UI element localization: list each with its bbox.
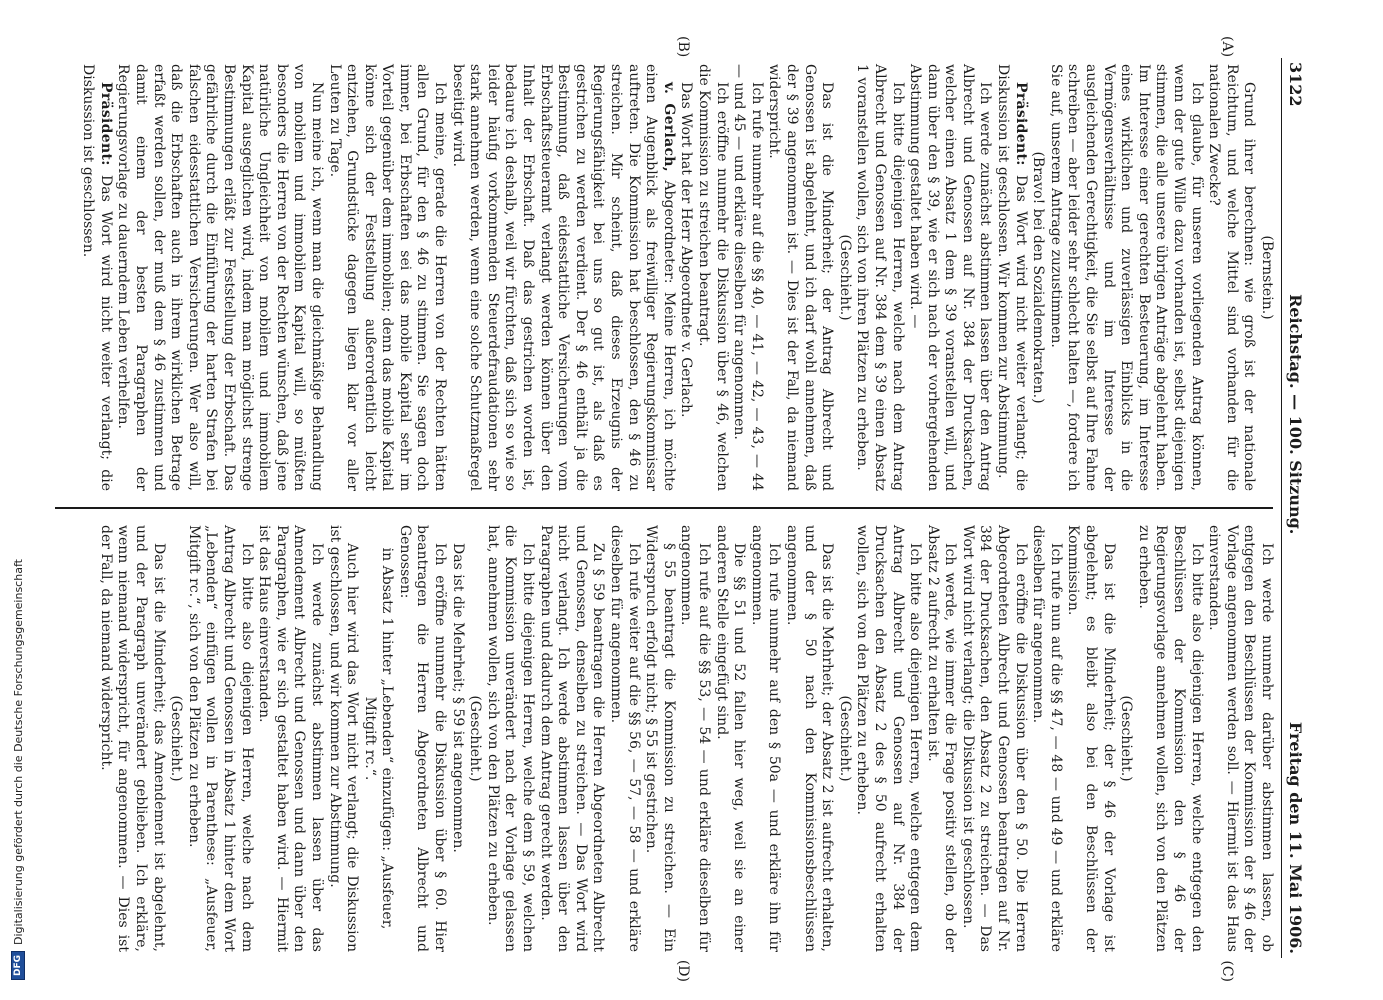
body-paragraph: Ich eröffne nunmehr die Diskussion über § 46, welchen die Kommission zu streichen beantragt. [696, 64, 730, 491]
body-paragraph: Das Wort hat der Herr Abgeordnete v. Gerlach. [678, 82, 695, 418]
margin-marker-a: (A) [1219, 36, 1235, 58]
body-paragraph: Ich rufe weiter auf die §§ 56, — 57, — 58 — und erkläre dieselben für angenommen. [608, 525, 642, 952]
body-paragraph: Ich eröffne nunmehr die Diskussion über § 60. Hier beantragen die Herren Abgeordneten Albrecht und Genossen: [396, 525, 449, 952]
body-paragraph: Zu § 59 beantragen die Herren Abgeordneten Albrecht und Genossen, denselben zu streichen. — Das Wort wird nicht verlangt. Ich werde abstimmen lassen über den Paragraphen und dadurch dem Antrag gerecht werden. [537, 525, 607, 952]
stage-direction: (Geschieht.) [467, 695, 484, 782]
body-paragraph: Ich meine, gerade die Herren von der Rechten hätten allen Grund, für den § 46 zu stimmen. Sie sagen doch immer, bei Erbschaften sei das mobile Kapital sehr im Vorteil gegenüber dem immobilen; denn das mobile Kapital könne sich der Feststellung außerordentlich leicht entziehen, Grundstücke dagegen liegen klar vor aller Leuten zu Tage. [326, 64, 449, 491]
footer-strip [0, 0, 25, 1000]
page-number: 3122 [1285, 62, 1305, 107]
body-paragraph: Ich bitte diejenigen Herren, welche nach dem Antrag Albrecht und Genossen auf Nr. 384 dem § 39 einen Absatz 1 voranstellen wollen, sich von ihren Plätzen zu erheben. [854, 64, 906, 491]
stage-direction: (Geschieht.) [836, 234, 853, 321]
body-paragraph: Ich bitte also diejenigen Herren, welche entgegen dem Antrag Albrecht und Genossen auf Nr. 384 der Drucksachen den Absatz 2 des § 50 aufrecht erhalten wollen, sich von den Plätzen zu erheben. [854, 525, 924, 952]
body-paragraph: Das ist die Mehrheit; der Absatz 2 ist aufrecht erhalten, und der § 50 nach den Kommissionsbeschlüssen angenommen. [783, 525, 836, 952]
body-paragraph: § 55 beantragt die Kommission zu streichen. — Ein Widerspruch erfolgt nicht; § 55 ist gestrichen. [643, 525, 677, 952]
body-paragraph: Ich rufe auf die §§ 53, — 54 — und erkläre dieselben für angenommen. [678, 525, 712, 952]
speaker-name: Präsident: [97, 82, 114, 166]
stage-direction: (Bravo! bei den Sozialdemokraten.) [1030, 151, 1047, 404]
body-paragraph: Ich rufe nun auf die §§ 47, — 48 — und 49 — und erkläre dieselben für angenommen. [1030, 525, 1064, 952]
body-paragraph: Ich rufe nunmehr auf den § 50a — und erkläre ihn für angenommen. [748, 525, 783, 952]
body-paragraph: Ich werde zunächst abstimmen lassen über den Antrag Albrecht und Genossen auf Nr. 384 der Drucksachen, welcher einen Absatz 1 dem § 39 voranstellen will, und dann über den § 39, wie er sich nach der vorhergehenden Abstimmung gestaltet haben wird. — [907, 64, 994, 491]
stage-direction: in Absatz 1 hinter „Lebenden“ einzufügen: „Ausfeuer, Mitgift rc.“. [361, 547, 396, 930]
body-paragraph: Das ist die Minderheit; der Antrag Albrecht und Genossen ist abgelehnt, und ich darf wohl annehmen, daß der § 39 angenommen ist. — Dies ist der Fall, da niemand widerspricht. [766, 64, 836, 491]
right-column [55, 509, 1275, 958]
session-title: Reichstag. — 100. Sitzung. [1285, 294, 1305, 535]
speech-text: Das Wort wird nicht weiter verlangt; die Diskussion ist geschlossen. [80, 64, 114, 491]
body-paragraph: Auch hier wird das Wort nicht verlangt; die Diskussion ist geschlossen, und wir kommen zur Abstimmung. [326, 525, 361, 952]
footer [11, 0, 25, 980]
speaker-name: Präsident: [1012, 82, 1029, 166]
body-paragraph: Das ist die Mehrheit; § 59 ist angenommen. [449, 543, 466, 853]
speech-paragraph [79, 64, 114, 491]
body-paragraph: Ich rufe nunmehr auf die §§ 40, — 41, — 42, — 43, — 44 — und 45 — und erkläre dieselben für angenommen. [731, 64, 765, 491]
margin-marker-d: (D) [675, 959, 691, 982]
body-paragraph: Nun meine ich, wenn man die gleichmäßige Behandlung von mobilem und immobilem Kapital will, so müßten besonders die Herren von der Rechten wünschen, daß jene natürliche Ungleichheit von mobilem und immobilem Kapital ausgeglichen wird, indem man möglichst strenge Bestimmungen erläßt zur Feststellung der Erbschaft. Das gefährliche durch die Einführung der harten Strafen bei falschen eidesstattlichen Versicherungen. Wer also will, daß die Erbschaften auch in ihrem wirklichen Betrage erfaßt werden sollen, der muß dem § 46 zustimmen und damit einem der besten Paragraphen der Regierungsvorlage zu dauerndem Leben verhelfen. [115, 64, 325, 491]
stage-direction: (Geschieht.) [1118, 695, 1135, 782]
dfg-logo: DFG [11, 951, 25, 980]
footer-credit: Digitalisierung gefördert durch die Deutsche Forschungsgemeinschaft [11, 559, 25, 945]
body-paragraph: Die §§ 51 und 52 fallen hier weg, weil sie an einer anderen Stelle eingefügt sind. [713, 525, 748, 952]
body-paragraph: Ich werde zunächst abstimmen lassen über das Amendement Albrecht und Genossen und dann über den Paragraphen, wie er sich gestaltet haben wird. — Hiermit ist das Haus einverstanden. [256, 525, 325, 952]
speech-text: Das Wort wird nicht weiter verlangt; die Diskussion ist geschlossen. Wir kommen zur Abstimmung. [995, 64, 1029, 491]
text-columns [55, 36, 1281, 982]
body-paragraph: Das ist die Minderheit; der § 46 der Vorlage ist abgelehnt; es bleibt also bei den Beschlüssen der Kommission. [1065, 525, 1117, 952]
body-paragraph: Ich eröffne die Diskussion über den § 50. Die Herren Abgeordneten Albrecht und Genossen beantragen auf Nr. 384 der Drucksachen, den Absatz 2 zu streichen. — Das Wort wird nicht verlangt; die Diskussion ist geschlossen. [959, 525, 1029, 952]
body-paragraph: Ich bitte also diejenigen Herren, welche nach dem Antrag Albrecht und Genossen in Absatz 1 hinter dem Wort „Lebenden“ einfügen wollen in Parenthese: „Ausfeuer, Mitgift rc.“, sich von den Plätzen zu erheben. [185, 525, 255, 952]
stage-direction: (Geschieht.) [168, 695, 185, 782]
body-paragraph: Ich werde, wie immer die Frage positiv stellen, ob der Absatz 2 aufrecht zu erhalten ist. [924, 525, 959, 952]
document-page [50, 36, 1320, 982]
body-paragraph: Das ist die Minderheit; das Amendement ist abgelehnt, und der Paragraph unverändert geblieben. Ich erkläre, wenn niemand widerspricht, für angenommen. — Dies ist der Fall, da niemand widerspricht. [97, 525, 167, 952]
speech-text: Abgeordneter: Meine Herren, ich möchte einen Augenblick als freiwilliger Regierungskommissar auftreten. Die Kommission hat beschlossen, den § 46 zu streichen. Mir scheint, daß dieses Erzeugnis der Regierungsfähigkeit bei uns so gut ist, als daß es gestrichen zu werden verdient. Der § 46 enthält ja die Bestimmung, daß eidesstattliche Versicherungen vom Erbschaftssteueramt verlangt werden können über den Inhalt der Erbschaft. Daß das gestrichen worden ist, bedaure ich deshalb, weil wir fürchten, daß sich so wie so leider häufig vorkommenden Steuerdefraudationen sehr stark annehmen werden, wenn eine solche Schutzmaßregel beseitigt wird. [449, 64, 677, 491]
page-header [1281, 58, 1320, 958]
left-column [55, 58, 1275, 507]
body-paragraph: Ich bitte also diejenigen Herren, welche entgegen den Beschlüssen der Kommission den § 46 der Regierungsvorlage annehmen wollen, sich von den Plätzen zu erheben. [1135, 525, 1205, 952]
session-date: Freitag den 11. Mai 1906. [1285, 721, 1305, 954]
body-paragraph: Ich bitte diejenigen Herren, welche dem § 59, welchen die Kommission unverändert nach der Vorlage gelassen hat, annehmen wollen, sich von den Plätzen zu erheben. [484, 525, 537, 952]
stage-direction: (Bernstein.) [1259, 235, 1275, 320]
stage-direction: (Geschieht.) [836, 695, 853, 782]
speech-paragraph [448, 64, 677, 491]
body-paragraph: Grund ihrer berechnen: wie groß ist der nationale Reichtum, und welche Mittel sind vorhanden für die nationalen Zwecke? [1206, 64, 1258, 491]
body-paragraph: Ich glaube, für unseren vorliegenden Antrag können, wenn der gute Wille dazu vorhanden ist, selbst diejenigen stimmen, die alle unsere übrigen Anträge abgelehnt haben. Im Interesse einer gerechten Besteuerung, im Interesse eines wirklichen und zuverlässigen Einblicks in die Vermögensverhältnisse und im Interesse der ausgleichenden Gerechtigkeit, die Sie selbst auf Ihre Fahne schreiben — aber leider sehr schlecht halten —, fordere ich Sie auf, unserem Antrage zuzustimmen. [1047, 64, 1205, 491]
margin-marker-c: (C) [1219, 960, 1235, 982]
margin-marker-b: (B) [675, 36, 691, 58]
speech-paragraph [994, 64, 1029, 491]
speaker-name: v. Gerlach, [660, 82, 677, 172]
body-paragraph: Ich werde nunmehr darüber abstimmen lassen, ob entgegen den Beschlüssen der Kommission der § 46 der Vorlage angenommen werden soll. — Hiermit ist das Haus einverstanden. [1206, 525, 1275, 952]
